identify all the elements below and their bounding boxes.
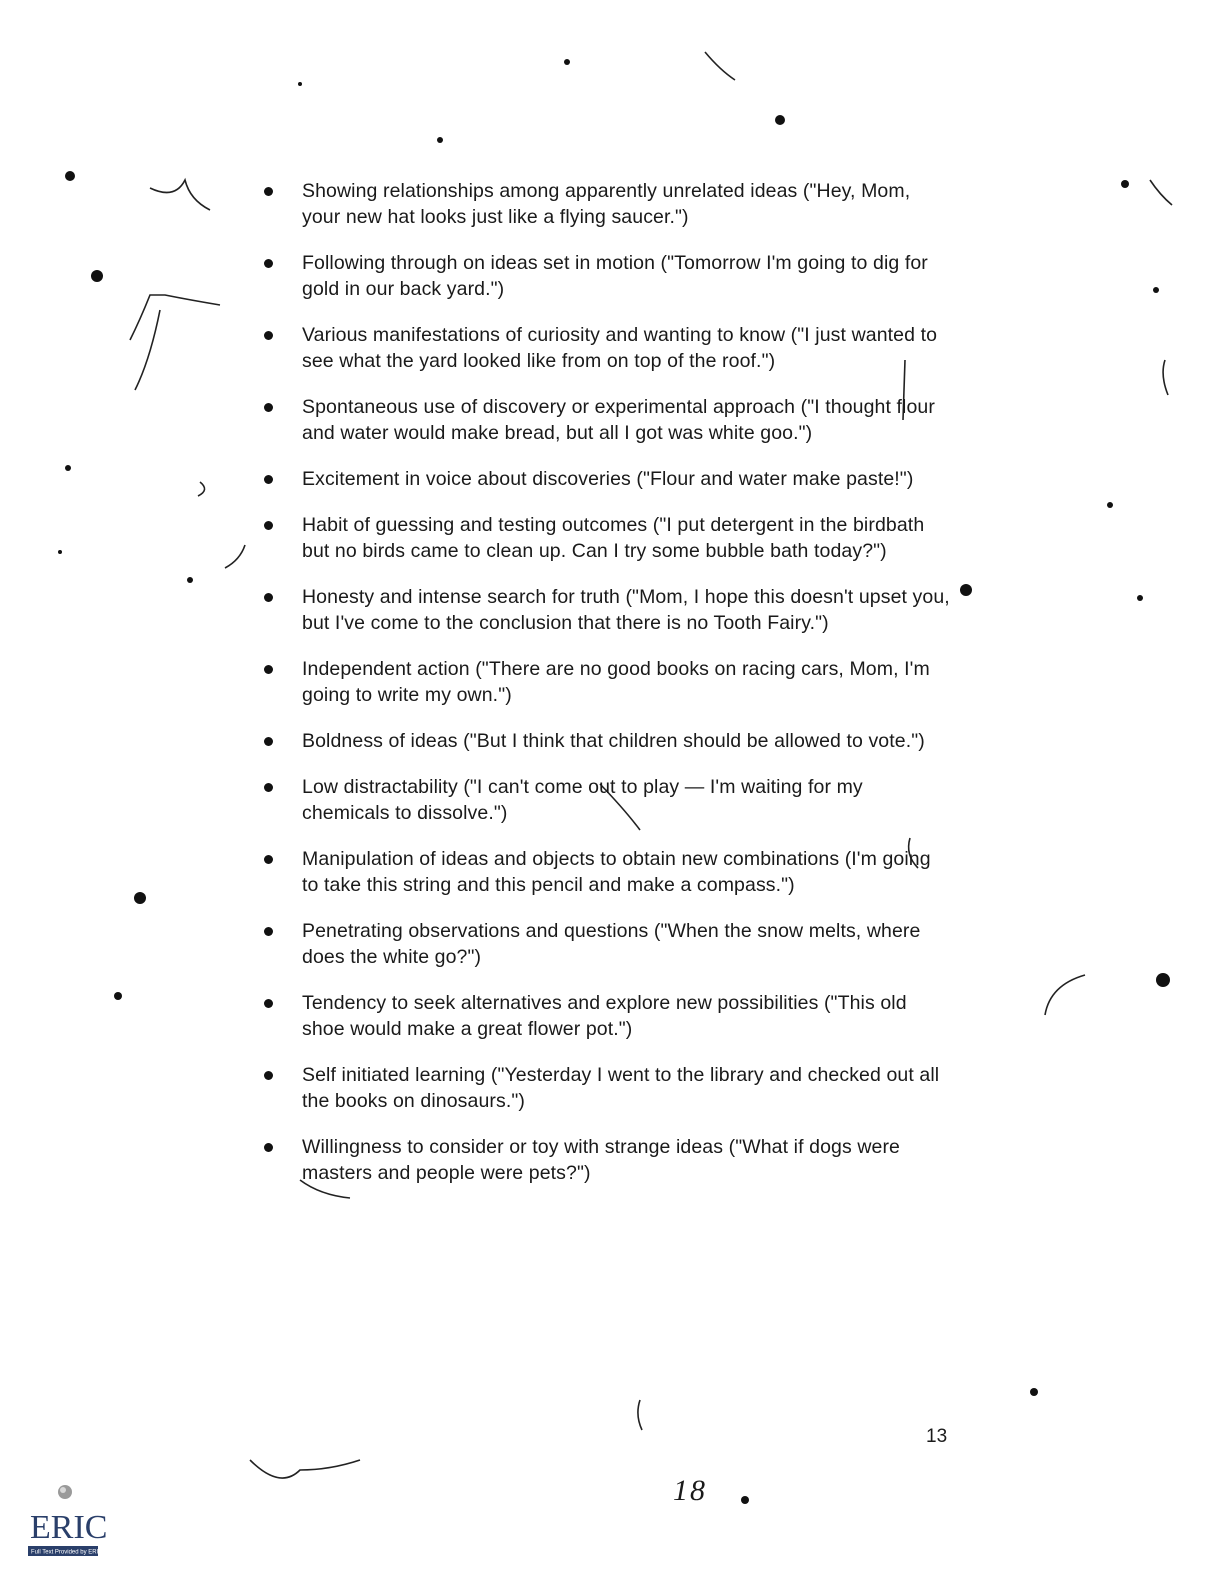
list-item-text: Boldness of ideas ("But I think that children should be allowed to vote.") [302, 730, 925, 752]
list-item-text: Habit of guessing and testing outcomes ("I put detergent in the birdbath but no birds came to clean up. Can I try some bubble bath today?") [302, 514, 925, 562]
bullet-icon [264, 999, 273, 1008]
bullet-icon [264, 1071, 273, 1080]
bullet-icon [264, 783, 273, 792]
list-item [262, 584, 952, 636]
footer-page-number: 18 [673, 1474, 707, 1507]
list-item [262, 512, 952, 564]
list-item-text: Following through on ideas set in motion ("Tomorrow I'm going to dig for gold in our back yard.") [302, 252, 928, 300]
bullet-icon [264, 855, 273, 864]
bullet-icon [264, 737, 273, 746]
bullet-icon [264, 1143, 273, 1152]
list-item-text: Honesty and intense search for truth ("Mom, I hope this doesn't upset you, but I've come to the conclusion that there is no Tooth Fairy.") [302, 586, 950, 634]
bullet-icon [264, 475, 273, 484]
list-item-text: Manipulation of ideas and objects to obtain new combinations (I'm going to take this string and this pencil and make a compass.") [302, 848, 931, 896]
list-item-text: Independent action ("There are no good books on racing cars, Mom, I'm going to write my own.") [302, 658, 930, 706]
bullet-icon [264, 593, 273, 602]
list-item [262, 774, 952, 826]
list-item-text: Tendency to seek alternatives and explore new possibilities ("This old shoe would make a great flower pot.") [302, 992, 907, 1040]
list-item [262, 394, 952, 446]
list-item [262, 846, 952, 898]
bullet-icon [264, 665, 273, 674]
list-item [262, 656, 952, 708]
list-item [262, 728, 952, 754]
svg-text:Full Text Provided by ERIC: Full Text Provided by ERIC [31, 1549, 103, 1556]
creativity-traits-list [262, 178, 952, 1206]
bullet-icon [264, 403, 273, 412]
list-item-text: Showing relationships among apparently unrelated ideas ("Hey, Mom, your new hat looks just like a flying saucer.") [302, 180, 911, 228]
list-item [262, 1134, 952, 1186]
list-item [262, 250, 952, 302]
bullet-icon [264, 521, 273, 530]
list-item-text: Spontaneous use of discovery or experimental approach ("I thought flour and water would make bread, but all I got was white goo.") [302, 396, 935, 444]
list-item [262, 918, 952, 970]
bullet-icon [264, 331, 273, 340]
list-item [262, 990, 952, 1042]
list-item-text: Willingness to consider or toy with strange ideas ("What if dogs were masters and people were pets?") [302, 1136, 900, 1184]
list-item [262, 1062, 952, 1114]
list-item-text: Excitement in voice about discoveries ("Flour and water make paste!") [302, 468, 914, 490]
bullet-icon [264, 259, 273, 268]
bullet-icon [264, 927, 273, 936]
list-item [262, 322, 952, 374]
list-item-text: Low distractability ("I can't come out to play — I'm waiting for my chemicals to dissolve.") [302, 776, 863, 824]
page-number: 13 [926, 1426, 948, 1447]
list-item [262, 178, 952, 230]
svg-text:ERIC: ERIC [30, 1509, 108, 1546]
list-item-text: Self initiated learning ("Yesterday I went to the library and checked out all the books on dinosaurs.") [302, 1064, 940, 1112]
bullet-icon [264, 187, 273, 196]
list-item [262, 466, 952, 492]
list-item-text: Various manifestations of curiosity and wanting to know ("I just wanted to see what the yard looked like from on top of the roof.") [302, 324, 938, 372]
list-item-text: Penetrating observations and questions ("When the snow melts, where does the white go?") [302, 920, 921, 968]
eric-logo-icon [28, 1482, 108, 1564]
